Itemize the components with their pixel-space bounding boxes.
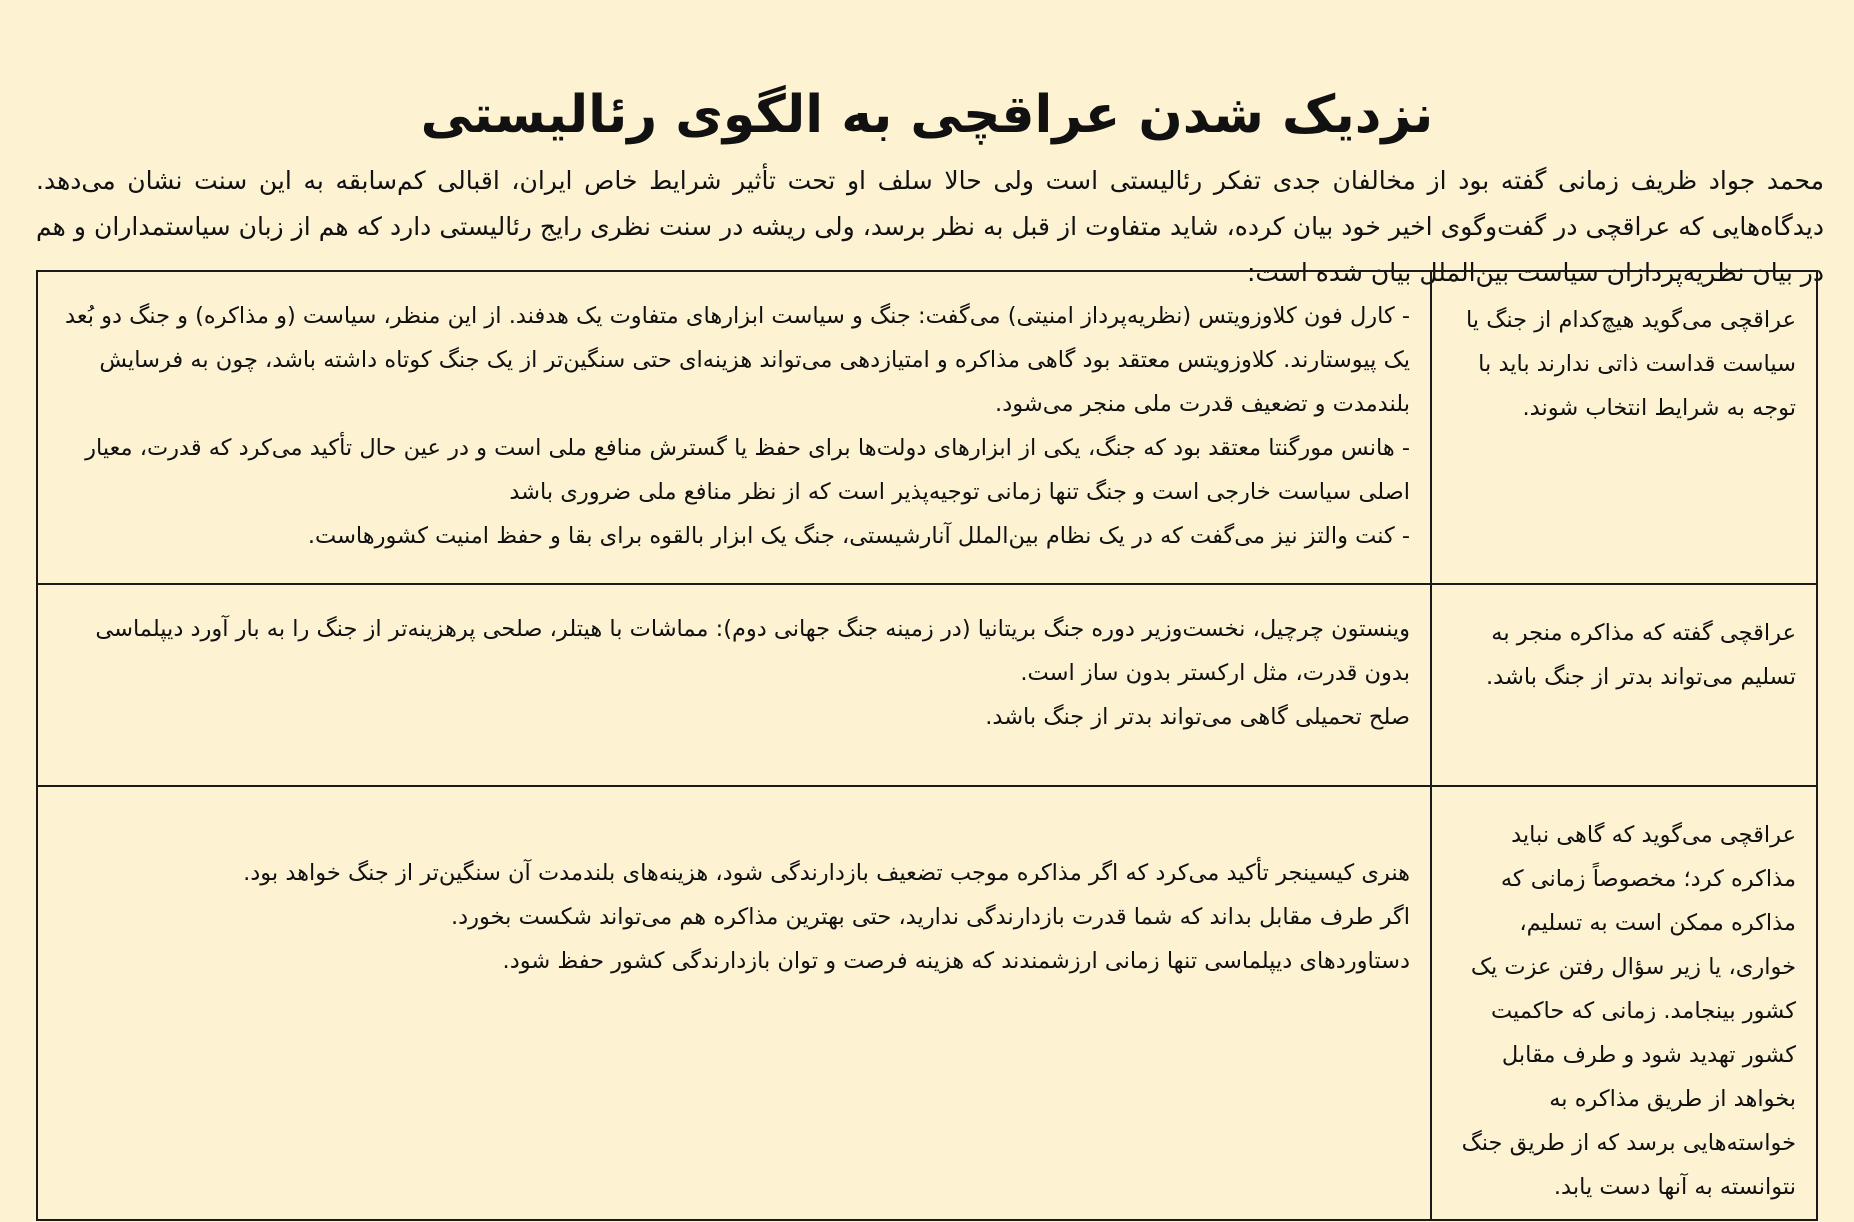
- araghchi-claim-cell: عراقچی می‌گوید که گاهی نباید مذاکره کرد؛ مخصوصاً زمانی که مذاکره ممکن است به تسلیم، خواری، یا زیر سؤال رفتن عزت یک کشور بینجامد. زمانی که حاکمیت کشور تهدید شود و طرف مقابل بخواهد از طریق مذاکره به خواسته‌هایی برسد که از طریق جنگ نتوانسته به آنها دست یابد.: [1431, 786, 1817, 1220]
- table-row: [37, 271, 1817, 584]
- theory-paragraph: - هانس مورگنتا معتقد بود که جنگ، یکی از ابزارهای دولت‌ها برای حفظ یا گسترش منافع ملی است و در عین حال تأکید می‌کرد که قدرت، معیار اصلی سیاست خارجی است و جنگ تنها زمانی توجیه‌پذیر است که از نظر منافع ملی ضروری باشد: [85, 435, 1410, 505]
- theory-cell: [37, 584, 1431, 786]
- theory-cell: [37, 271, 1431, 584]
- theory-paragraph: وینستون چرچیل، نخست‌وزیر دوره جنگ بریتانیا (در زمینه جنگ جهانی دوم): مماشات با هیتلر، صلحی پرهزینه‌تر از جنگ را به بار آورد دیپلماسی بدون قدرت، مثل ارکستر بدون ساز است.: [95, 616, 1410, 686]
- theory-paragraph: صلح تحمیلی گاهی می‌تواند بدتر از جنگ باشد.: [985, 704, 1410, 730]
- table-row: [37, 584, 1817, 786]
- theory-paragraph: - کنت والتز نیز می‌گفت که در یک نظام بین‌الملل آنارشیستی، جنگ یک ابزار بالقوه برای بقا و حفظ امنیت کشورهاست.: [307, 523, 1410, 549]
- theory-paragraph: هنری کیسینجر تأکید می‌کرد که اگر مذاکره موجب تضعیف بازدارندگی شود، هزینه‌های بلندمدت آن سنگین‌تر از جنگ خواهد بود.: [243, 860, 1410, 886]
- araghchi-claim-cell: عراقچی گفته که مذاکره منجر به تسلیم می‌تواند بدتر از جنگ باشد.: [1431, 584, 1817, 786]
- araghchi-claim-cell: عراقچی می‌گوید هیچ‌کدام از جنگ یا سیاست قداست ذاتی ندارند باید با توجه به شرایط انتخاب شوند.: [1431, 271, 1817, 584]
- theory-paragraph: - کارل فون کلاوزویتس (نظریه‌پرداز امنیتی) می‌گفت: جنگ و سیاست ابزارهای متفاوت یک هدفند. از این منظر، سیاست (و مذاکره) و جنگ دو بُعد یک پیوستارند. کلاوزویتس معتقد بود گاهی مذاکره و امتیازدهی می‌تواند هزینه‌ای حتی سنگین‌تر از یک جنگ کوتاه داشته باشد، چون به فرسایش بلندمدت و تضعیف قدرت ملی منجر می‌شود.: [65, 303, 1410, 417]
- theory-cell: [37, 786, 1431, 1220]
- article-title: نزدیک شدن عراقچی به الگوی رئالیستی: [420, 84, 1434, 145]
- theory-paragraph: دستاوردهای دیپلماسی تنها زمانی ارزشمندند که هزینه فرصت و توان بازدارندگی کشور حفظ شود.: [502, 948, 1410, 974]
- table-row: [37, 786, 1817, 1220]
- theory-paragraph: اگر طرف مقابل بداند که شما قدرت بازدارندگی ندارید، حتی بهترین مذاکره هم می‌تواند شکست بخورد.: [450, 904, 1410, 930]
- comparison-table: [36, 270, 1818, 1221]
- intro-paragraph: محمد جواد ظریف زمانی گفته بود از مخالفان جدی تفکر رئالیستی است ولی حالا سلف او تحت تأثیر شرایط خاص ایران، اقبالی کم‌سابقه به این سنت نشان می‌دهد. دیدگاه‌هایی که عراقچی در گفت‌وگوی اخیر خود بیان کرده، شاید متفاوت از قبل به نظر برسد، ولی ریشه در سنت نظری رایج رئالیستی دارد که هم از زبان سیاستمداران و هم در بیان نظریه‌پردازان سیاست بین‌الملل بیان شده است:: [36, 166, 1824, 287]
